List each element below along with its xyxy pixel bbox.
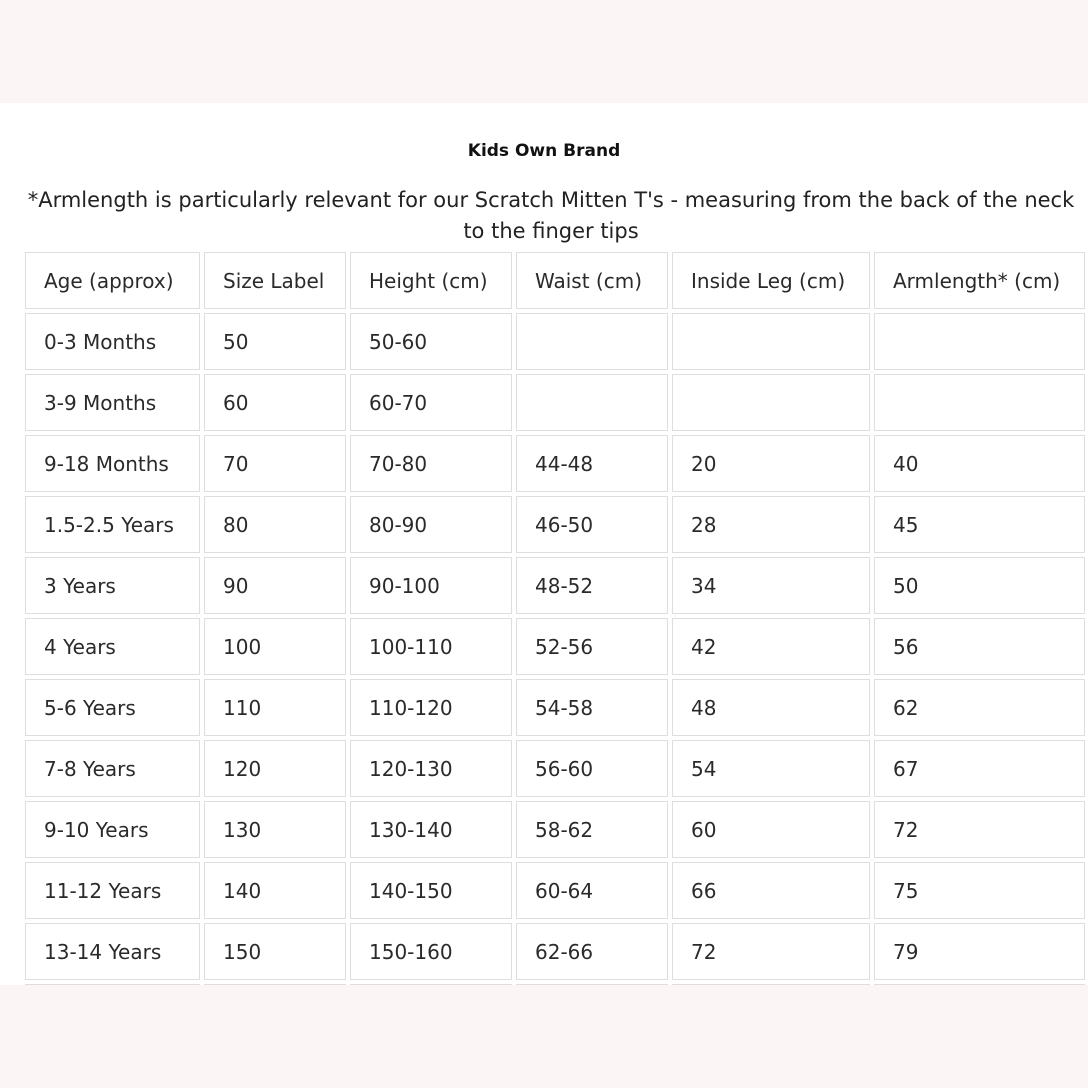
cell-height: 140-150	[350, 862, 512, 919]
table-row	[25, 862, 1085, 919]
cell-inside-leg	[672, 374, 870, 431]
cell-armlength: 72	[874, 801, 1085, 858]
cell-age: 3 Years	[25, 557, 200, 614]
cell-armlength: 79	[874, 923, 1085, 980]
cell-inside-leg: 72	[672, 923, 870, 980]
cell-inside-leg: 66	[672, 862, 870, 919]
cell-height: 80-90	[350, 496, 512, 553]
table-row	[25, 496, 1085, 553]
cell-armlength: 62	[874, 679, 1085, 736]
cell-inside-leg: 48	[672, 679, 870, 736]
cell-waist: 62-66	[516, 923, 668, 980]
cell-inside-leg: 54	[672, 740, 870, 797]
cell-waist: 60-64	[516, 862, 668, 919]
header-waist: Waist (cm)	[516, 252, 668, 309]
cell-inside-leg	[672, 313, 870, 370]
cell-inside-leg: 20	[672, 435, 870, 492]
size-guide-section	[0, 103, 1088, 985]
cell-size-label: 150	[204, 923, 346, 980]
cell-armlength: 75	[874, 862, 1085, 919]
table-row	[25, 740, 1085, 797]
cell-armlength: 56	[874, 618, 1085, 675]
table-row	[25, 679, 1085, 736]
cell-age: 9-10 Years	[25, 801, 200, 858]
size-chart-table	[21, 248, 1088, 985]
cell-height: 50-60	[350, 313, 512, 370]
cell-age: 4 Years	[25, 618, 200, 675]
cell-height: 110-120	[350, 679, 512, 736]
header-size-label: Size Label	[204, 252, 346, 309]
header-height: Height (cm)	[350, 252, 512, 309]
brand-title: Kids Own Brand	[467, 141, 621, 161]
cell-age: 0-3 Months	[25, 313, 200, 370]
header-armlength: Armlength* (cm)	[874, 252, 1085, 309]
cell-armlength: 67	[874, 740, 1085, 797]
cell-height: 90-100	[350, 557, 512, 614]
cell-age: 1.5-2.5 Years	[25, 496, 200, 553]
cell-waist: 58-62	[516, 801, 668, 858]
armlength-note: *Armlength is particularly relevant for our Scratch Mitten T's - measuring from the back of the neck to the finger tips	[27, 188, 1075, 243]
cell-age: 11-12 Years	[25, 862, 200, 919]
cell-size-label: 90	[204, 557, 346, 614]
header-inside-leg: Inside Leg (cm)	[672, 252, 870, 309]
cell-size-label: 110	[204, 679, 346, 736]
cell-waist: 56-60	[516, 740, 668, 797]
cell-armlength	[874, 313, 1085, 370]
cell-inside-leg: 28	[672, 496, 870, 553]
table-row	[25, 801, 1085, 858]
cell-height: 60-70	[350, 374, 512, 431]
table-row	[25, 618, 1085, 675]
cell-age: 7-8 Years	[25, 740, 200, 797]
page-top-band	[0, 0, 1088, 103]
table-header-row	[25, 252, 1085, 309]
table-row	[25, 923, 1085, 980]
cell-armlength: 40	[874, 435, 1085, 492]
cell-armlength: 45	[874, 496, 1085, 553]
cell-waist	[516, 313, 668, 370]
cell-waist: 46-50	[516, 496, 668, 553]
cell-age: 13-14 Years	[25, 923, 200, 980]
page-bottom-band	[0, 985, 1088, 1088]
cell-age: 9-18 Months	[25, 435, 200, 492]
cell-armlength	[874, 374, 1085, 431]
cell-inside-leg: 60	[672, 801, 870, 858]
cell-height: 130-140	[350, 801, 512, 858]
cell-size-label: 80	[204, 496, 346, 553]
cell-age: 5-6 Years	[25, 679, 200, 736]
header-age: Age (approx)	[25, 252, 200, 309]
cell-inside-leg: 42	[672, 618, 870, 675]
table-row	[25, 557, 1085, 614]
cell-waist: 52-56	[516, 618, 668, 675]
cell-waist	[516, 374, 668, 431]
table-row	[25, 435, 1085, 492]
table-row	[25, 313, 1085, 370]
cell-waist: 44-48	[516, 435, 668, 492]
cell-size-label: 120	[204, 740, 346, 797]
cell-size-label: 50	[204, 313, 346, 370]
cell-waist: 48-52	[516, 557, 668, 614]
cell-size-label: 100	[204, 618, 346, 675]
cell-waist: 54-58	[516, 679, 668, 736]
cell-height: 100-110	[350, 618, 512, 675]
cell-height: 70-80	[350, 435, 512, 492]
cell-height: 150-160	[350, 923, 512, 980]
cell-size-label: 130	[204, 801, 346, 858]
cell-armlength: 50	[874, 557, 1085, 614]
cell-size-label: 70	[204, 435, 346, 492]
cell-size-label: 140	[204, 862, 346, 919]
cell-age: 3-9 Months	[25, 374, 200, 431]
cell-inside-leg: 34	[672, 557, 870, 614]
cell-size-label: 60	[204, 374, 346, 431]
table-row	[25, 374, 1085, 431]
cell-height: 120-130	[350, 740, 512, 797]
